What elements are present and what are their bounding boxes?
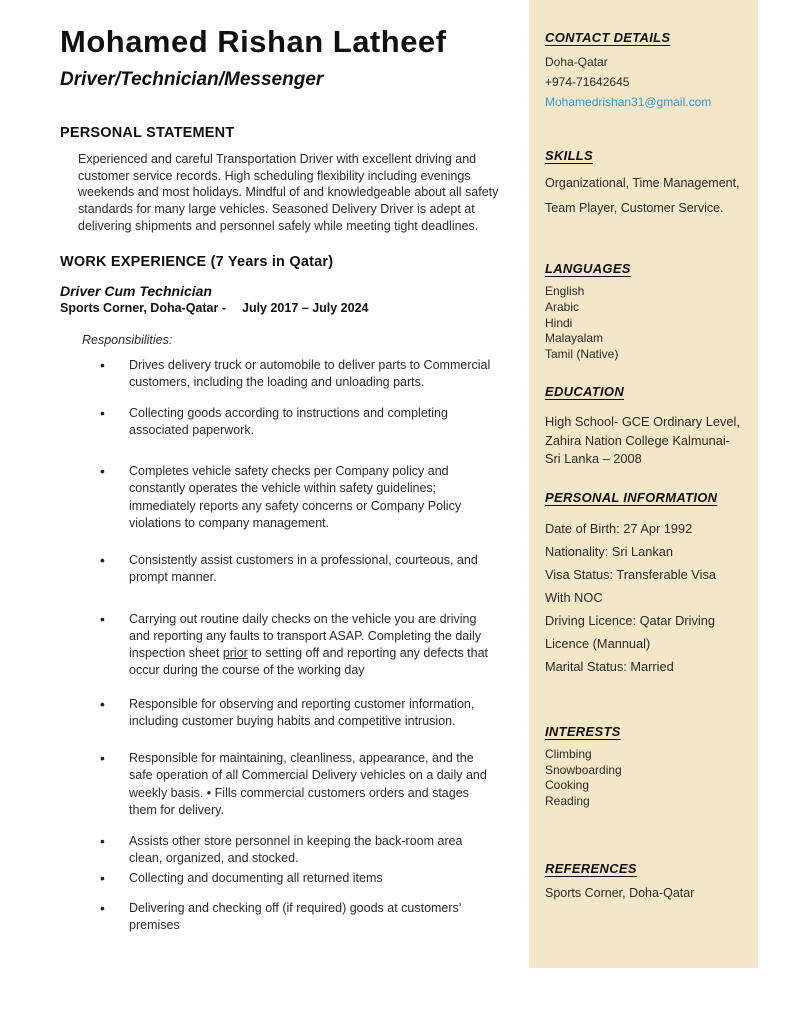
interest-label: Snowboarding — [545, 762, 622, 777]
resume-main-column — [60, 24, 522, 947]
resume-sidebar — [529, 0, 758, 968]
responsibility-item — [98, 357, 498, 392]
interest-item — [545, 778, 742, 794]
personal-information-text: Marital Status: Married — [545, 659, 674, 675]
responsibility-item — [98, 900, 498, 935]
language-label: Arabic — [545, 299, 580, 314]
personal-information-line — [545, 655, 742, 678]
interest-label: Climbing — [545, 747, 592, 762]
personal-information-line — [545, 517, 742, 540]
interest-item — [545, 747, 742, 763]
employer-line — [60, 301, 522, 315]
personal-statement-body: Experienced and careful Transportation Driver with excellent driving and customer service records. High scheduling flexibility including evenings weekends and most holidays. Mindful of and knowledgeable about all safety standards for many large vehicles. Seasoned Delivery Driver is adept at delivering shipments and personnel safely while meeting tight deadlines. — [78, 152, 499, 233]
responsibility-item — [98, 611, 498, 680]
responsibilities-list — [98, 357, 498, 934]
responsibility-item — [98, 552, 498, 587]
responsibility-text: Responsible for maintaining, cleanliness, appearance, and the safe operation of all Commercial Delivery vehicles on a daily and weekly basis. • Fills commercial customers orders and stages them for delivery. — [129, 751, 487, 817]
responsibility-text: Consistently assist customers in a professional, courteous, and prompt manner. — [129, 553, 478, 585]
languages-list — [545, 284, 742, 362]
personal-information-lines — [545, 517, 742, 678]
personal-information-heading: PERSONAL INFORMATION — [545, 489, 718, 505]
responsibility-text: Drives delivery truck or automobile to deliver parts to Commercial customers, including the loading and unloading parts. — [129, 358, 491, 390]
references-section — [545, 861, 742, 900]
personal-information-text: Nationality: Sri Lankan — [545, 543, 674, 559]
responsibility-text: Carrying out routine daily checks on the vehicle you are driving and reporting any faults to transport ASAP. Completing the daily inspection sheet prior to setting off and reporting any defects that occur during the course of the working day — [129, 611, 489, 678]
personal-information-line — [545, 563, 742, 609]
responsibility-text: Collecting and documenting all returned items — [129, 870, 383, 885]
languages-heading: LANGUAGES — [545, 261, 631, 277]
contact-phone: +974-71642645 — [545, 74, 630, 89]
interest-item — [545, 763, 742, 779]
language-item — [545, 300, 742, 316]
skills-section — [545, 148, 742, 221]
personal-information-line — [545, 609, 742, 655]
interest-label: Reading — [545, 793, 590, 808]
skills-heading: SKILLS — [545, 148, 594, 164]
personal-information-section — [545, 490, 742, 678]
language-label: Tamil (Native) — [545, 346, 619, 361]
responsibility-item — [98, 833, 498, 868]
education-heading: EDUCATION — [545, 384, 625, 400]
responsibility-item — [98, 750, 498, 819]
interest-item — [545, 794, 742, 810]
contact-email-link[interactable]: Mohamedrishan31@gmail.com — [545, 94, 712, 109]
contact-heading: CONTACT DETAILS — [545, 30, 671, 45]
education-body: High School- GCE Ordinary Level, Zahira Nation College Kalmunai- Sri Lanka – 2008 — [545, 414, 740, 466]
responsibility-item — [98, 405, 498, 440]
responsibility-text: Completes vehicle safety checks per Company policy and constantly operates the vehicle within safety guidelines; immediately reports any safety concerns or Company Policy violations to company management. — [129, 464, 462, 530]
interests-heading: INTERESTS — [545, 724, 621, 740]
interest-label: Cooking — [545, 778, 590, 793]
personal-information-text: Driving Licence: Qatar Driving Licence (Mannual) — [545, 612, 715, 651]
contact-section — [545, 30, 742, 112]
candidate-role: Driver/Technician/Messenger — [60, 69, 324, 90]
responsibility-text: Responsible for observing and reporting customer information, including customer buying habits and competitive intrusion. — [129, 696, 475, 728]
responsibility-item — [98, 463, 498, 532]
skills-body: Organizational, Time Management, Team Player, Customer Service. — [545, 176, 740, 216]
employment-dates: July 2017 – July 2024 — [242, 301, 369, 316]
personal-information-text: Visa Status: Transferable Visa With NOC — [545, 566, 716, 605]
responsibility-item — [98, 696, 498, 731]
responsibilities-label: Responsibilities: — [82, 333, 173, 348]
interests-list — [545, 747, 742, 809]
language-item — [545, 284, 742, 300]
language-item — [545, 316, 742, 332]
work-experience-heading: WORK EXPERIENCE (7 Years in Qatar) — [60, 254, 334, 271]
personal-information-text: Date of Birth: 27 Apr 1992 — [545, 520, 693, 536]
candidate-name: Mohamed Rishan Latheef — [60, 24, 447, 59]
personal-information-line — [545, 540, 742, 563]
contact-location: Doha-Qatar — [545, 55, 608, 69]
responsibility-text: Delivering and checking off (if required) goods at customers’ premises — [129, 900, 462, 933]
languages-section — [545, 261, 742, 362]
language-item — [545, 331, 742, 347]
responsibility-item — [98, 870, 498, 887]
job-title: Driver Cum Technician — [60, 283, 212, 300]
language-item — [545, 347, 742, 363]
language-label: Malayalam — [545, 331, 604, 346]
responsibility-text: Collecting goods according to instructions and completing associated paperwork. — [129, 405, 448, 437]
references-body: Sports Corner, Doha-Qatar — [545, 886, 695, 901]
language-label: English — [545, 284, 585, 299]
references-heading: REFERENCES — [545, 861, 637, 877]
responsibility-text: Assists other store personnel in keeping the back-room area clean, organized, and stocked. — [129, 834, 463, 866]
education-section — [545, 384, 742, 467]
interests-section — [545, 724, 742, 809]
language-label: Hindi — [545, 315, 573, 330]
employer-name: Sports Corner, Doha-Qatar - — [60, 301, 226, 316]
personal-statement-heading: PERSONAL STATEMENT — [60, 125, 235, 141]
